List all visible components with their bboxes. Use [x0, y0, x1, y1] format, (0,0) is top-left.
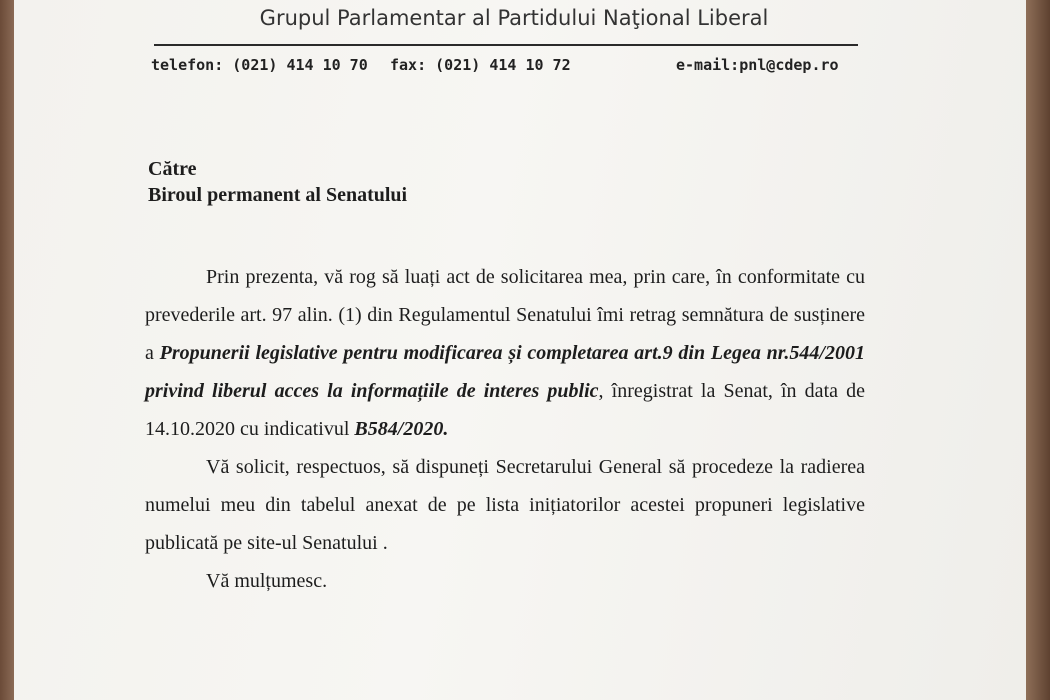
- recipient-label: Către: [148, 158, 197, 180]
- legislative-proposal-title: Propunerii legislative pentru modificarea și completarea art.9 din Legea nr.544/2001 privind liberul acces la informațiile de interes public: [145, 342, 865, 402]
- contact-line: [14, 56, 1026, 78]
- paragraph-solicitation: Vă solicit, respectuos, să dispuneți Secretarului General să procedeze la radierea numelui meu din tabelul anexat de pe lista inițiatorilor acestei propuneri legislative publicată pe site-ul Senatului .: [145, 456, 865, 554]
- email-address: e-mail:pnl@cdep.ro: [676, 56, 839, 74]
- paragraph-thanks: Vă mulțumesc.: [206, 570, 328, 592]
- document-page: [14, 0, 1026, 700]
- header-divider: [154, 44, 858, 46]
- phone-number: telefon: (021) 414 10 70: [151, 56, 368, 74]
- registration-text: , înregistrat la Senat, în data de 14.10.2020 cu indicativul: [145, 380, 865, 440]
- fax-number: fax: (021) 414 10 72: [390, 56, 571, 74]
- recipient-name: Biroul permanent al Senatului: [148, 184, 408, 206]
- paragraph-request: [145, 258, 865, 448]
- header-title: Grupul Parlamentar al Partidului Naţional Liberal: [259, 6, 769, 30]
- registration-code: B584/2020.: [354, 418, 449, 440]
- paragraph-request-text: Prin prezenta, vă rog să luați act de solicitarea mea, prin care, în conformitate cu prevederile art. 97 alin. (1) din Regulamentul Senatului îmi retrag semnătura de susținere a: [145, 266, 865, 364]
- background-edge-left: [0, 0, 14, 700]
- letter-body: [145, 258, 865, 600]
- background-edge-right: [1026, 0, 1050, 700]
